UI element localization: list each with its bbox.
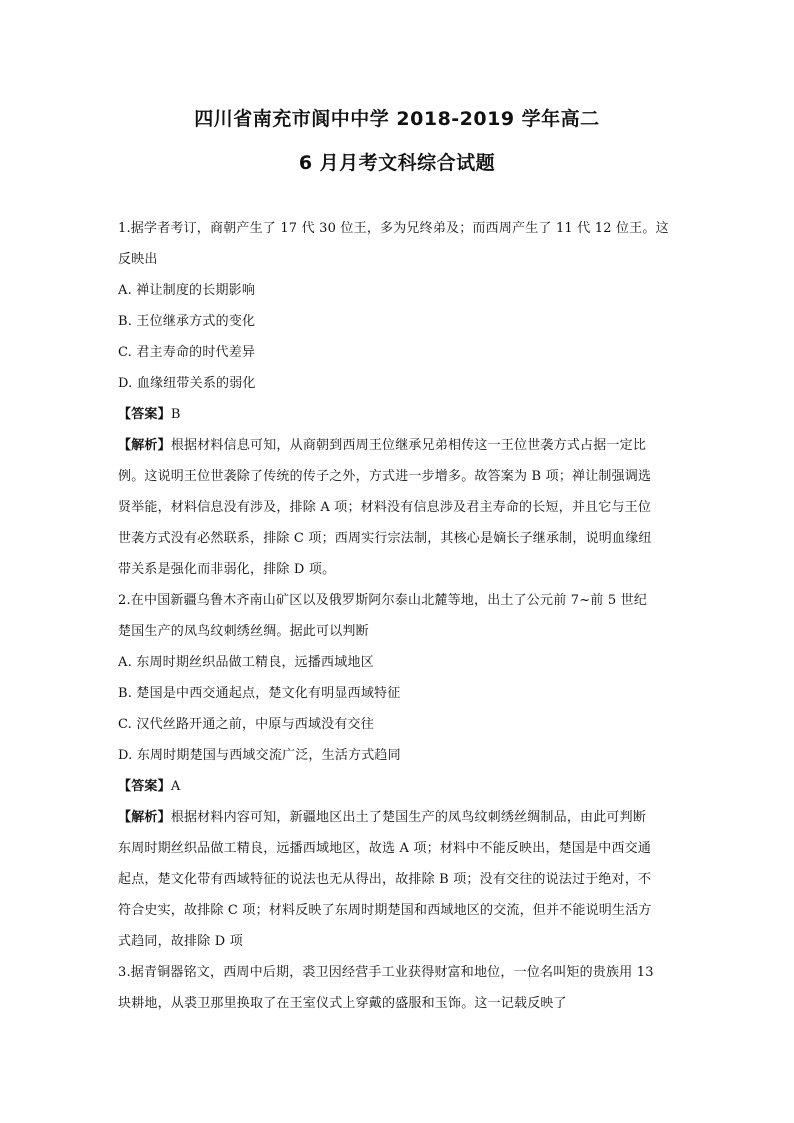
q2-analysis-line-4: 符合史实，故排除 C 项；材料反映了东周时期楚国和西域地区的交流，但并不能说明生活方 [118, 903, 652, 918]
q1-analysis-tag: 【解析】 [118, 438, 171, 453]
q1-analysis-line-5: 带关系是强化而非弱化，排除 D 项。 [118, 562, 336, 577]
q1-stem-line-2: 反映出 [118, 252, 158, 267]
q1-option-a: A. 禅让制度的长期影响 [118, 283, 256, 298]
q2-answer-value: A [170, 779, 181, 794]
q2-option-c: C. 汉代丝路开通之前，中原与西域没有交往 [118, 717, 374, 732]
q2-stem-line-2: 楚国生产的凤鸟纹刺绣丝绸。据此可以判断 [118, 624, 369, 639]
q1-stem-line-1: 1.据学者考订，商朝产生了 17 代 30 位王，多为兄终弟及；而西周产生了 11 代 12 位王。这 [118, 221, 669, 236]
q2-analysis-tag: 【解析】 [118, 810, 171, 825]
q1-analysis-line-2: 例。这说明王位世袭除了传统的传子之外，方式进一步增多。故答案为 B 项；禅让制强调选 [118, 469, 652, 484]
q2-answer [118, 771, 680, 802]
q1-analysis-line-4: 世袭方式没有必然联系，排除 C 项；西周实行宗法制，其核心是嫡长子继承制，说明血缘纽 [118, 531, 652, 546]
q2-answer-tag: 【答案】 [118, 779, 171, 794]
q2-option-b: B. 楚国是中西交通起点，楚文化有明显西域特征 [118, 686, 401, 701]
q2-analysis-line-2: 东周时期丝织品做工精良，远播西域地区，故选 A 项；材料中不能反映出，楚国是中西交通 [118, 841, 652, 856]
q1-option-c: C. 君主寿命的时代差异 [118, 345, 256, 360]
q1-answer-tag: 【答案】 [118, 407, 171, 422]
q2-option-d: D. 东周时期楚国与西域交流广泛，生活方式趋同 [118, 748, 401, 763]
q1-analysis-text-1: 根据材料信息可知，从商朝到西周王位继承兄弟相传这一王位世袭方式占据一定比 [170, 438, 647, 453]
q1-analysis-line-3: 贤举能，材料信息没有涉及，排除 A 项；材料没有信息涉及君主寿命的长短，并且它与王位 [118, 500, 652, 515]
q2-stem-line-1: 2.在中国新疆乌鲁木齐南山矿区以及俄罗斯阿尔泰山北麓等地，出土了公元前 7~前 5 世纪 [118, 593, 648, 608]
q2-analysis-line-5: 式趋同，故排除 D 项 [118, 934, 243, 949]
document-title-line-1: 四川省南充市阆中中学 2018-2019 学年高二 [194, 108, 600, 130]
q2-option-a: A. 东周时期丝织品做工精良，远播西域地区 [118, 655, 374, 670]
q1-answer-value: B [170, 407, 181, 422]
q3-stem-line-1: 3.据青铜器铭文，西周中后期，裘卫因经营手工业获得财富和地位，一位名叫矩的贵族用 13 [118, 965, 654, 980]
q1-option-d: D. 血缘纽带关系的弱化 [118, 376, 256, 391]
document-title-line-2: 6 月月考文科综合试题 [298, 152, 496, 174]
q1-answer [118, 399, 680, 430]
q1-analysis-line-1 [118, 430, 680, 461]
q2-analysis-line-3: 起点，楚文化带有西域特征的说法也无从得出，故排除 B 项；没有交往的说法过于绝对，不 [118, 872, 652, 887]
document-body [118, 213, 680, 1019]
q3-stem-line-2: 块耕地，从裘卫那里换取了在王室仪式上穿戴的盛服和玉饰。这一记载反映了 [118, 996, 567, 1011]
q2-analysis-text-1: 根据材料内容可知，新疆地区出土了楚国生产的凤鸟纹刺绣丝绸制品，由此可判断 [170, 810, 647, 825]
q1-option-b: B. 王位继承方式的变化 [118, 314, 256, 329]
q2-analysis-line-1 [118, 802, 680, 833]
